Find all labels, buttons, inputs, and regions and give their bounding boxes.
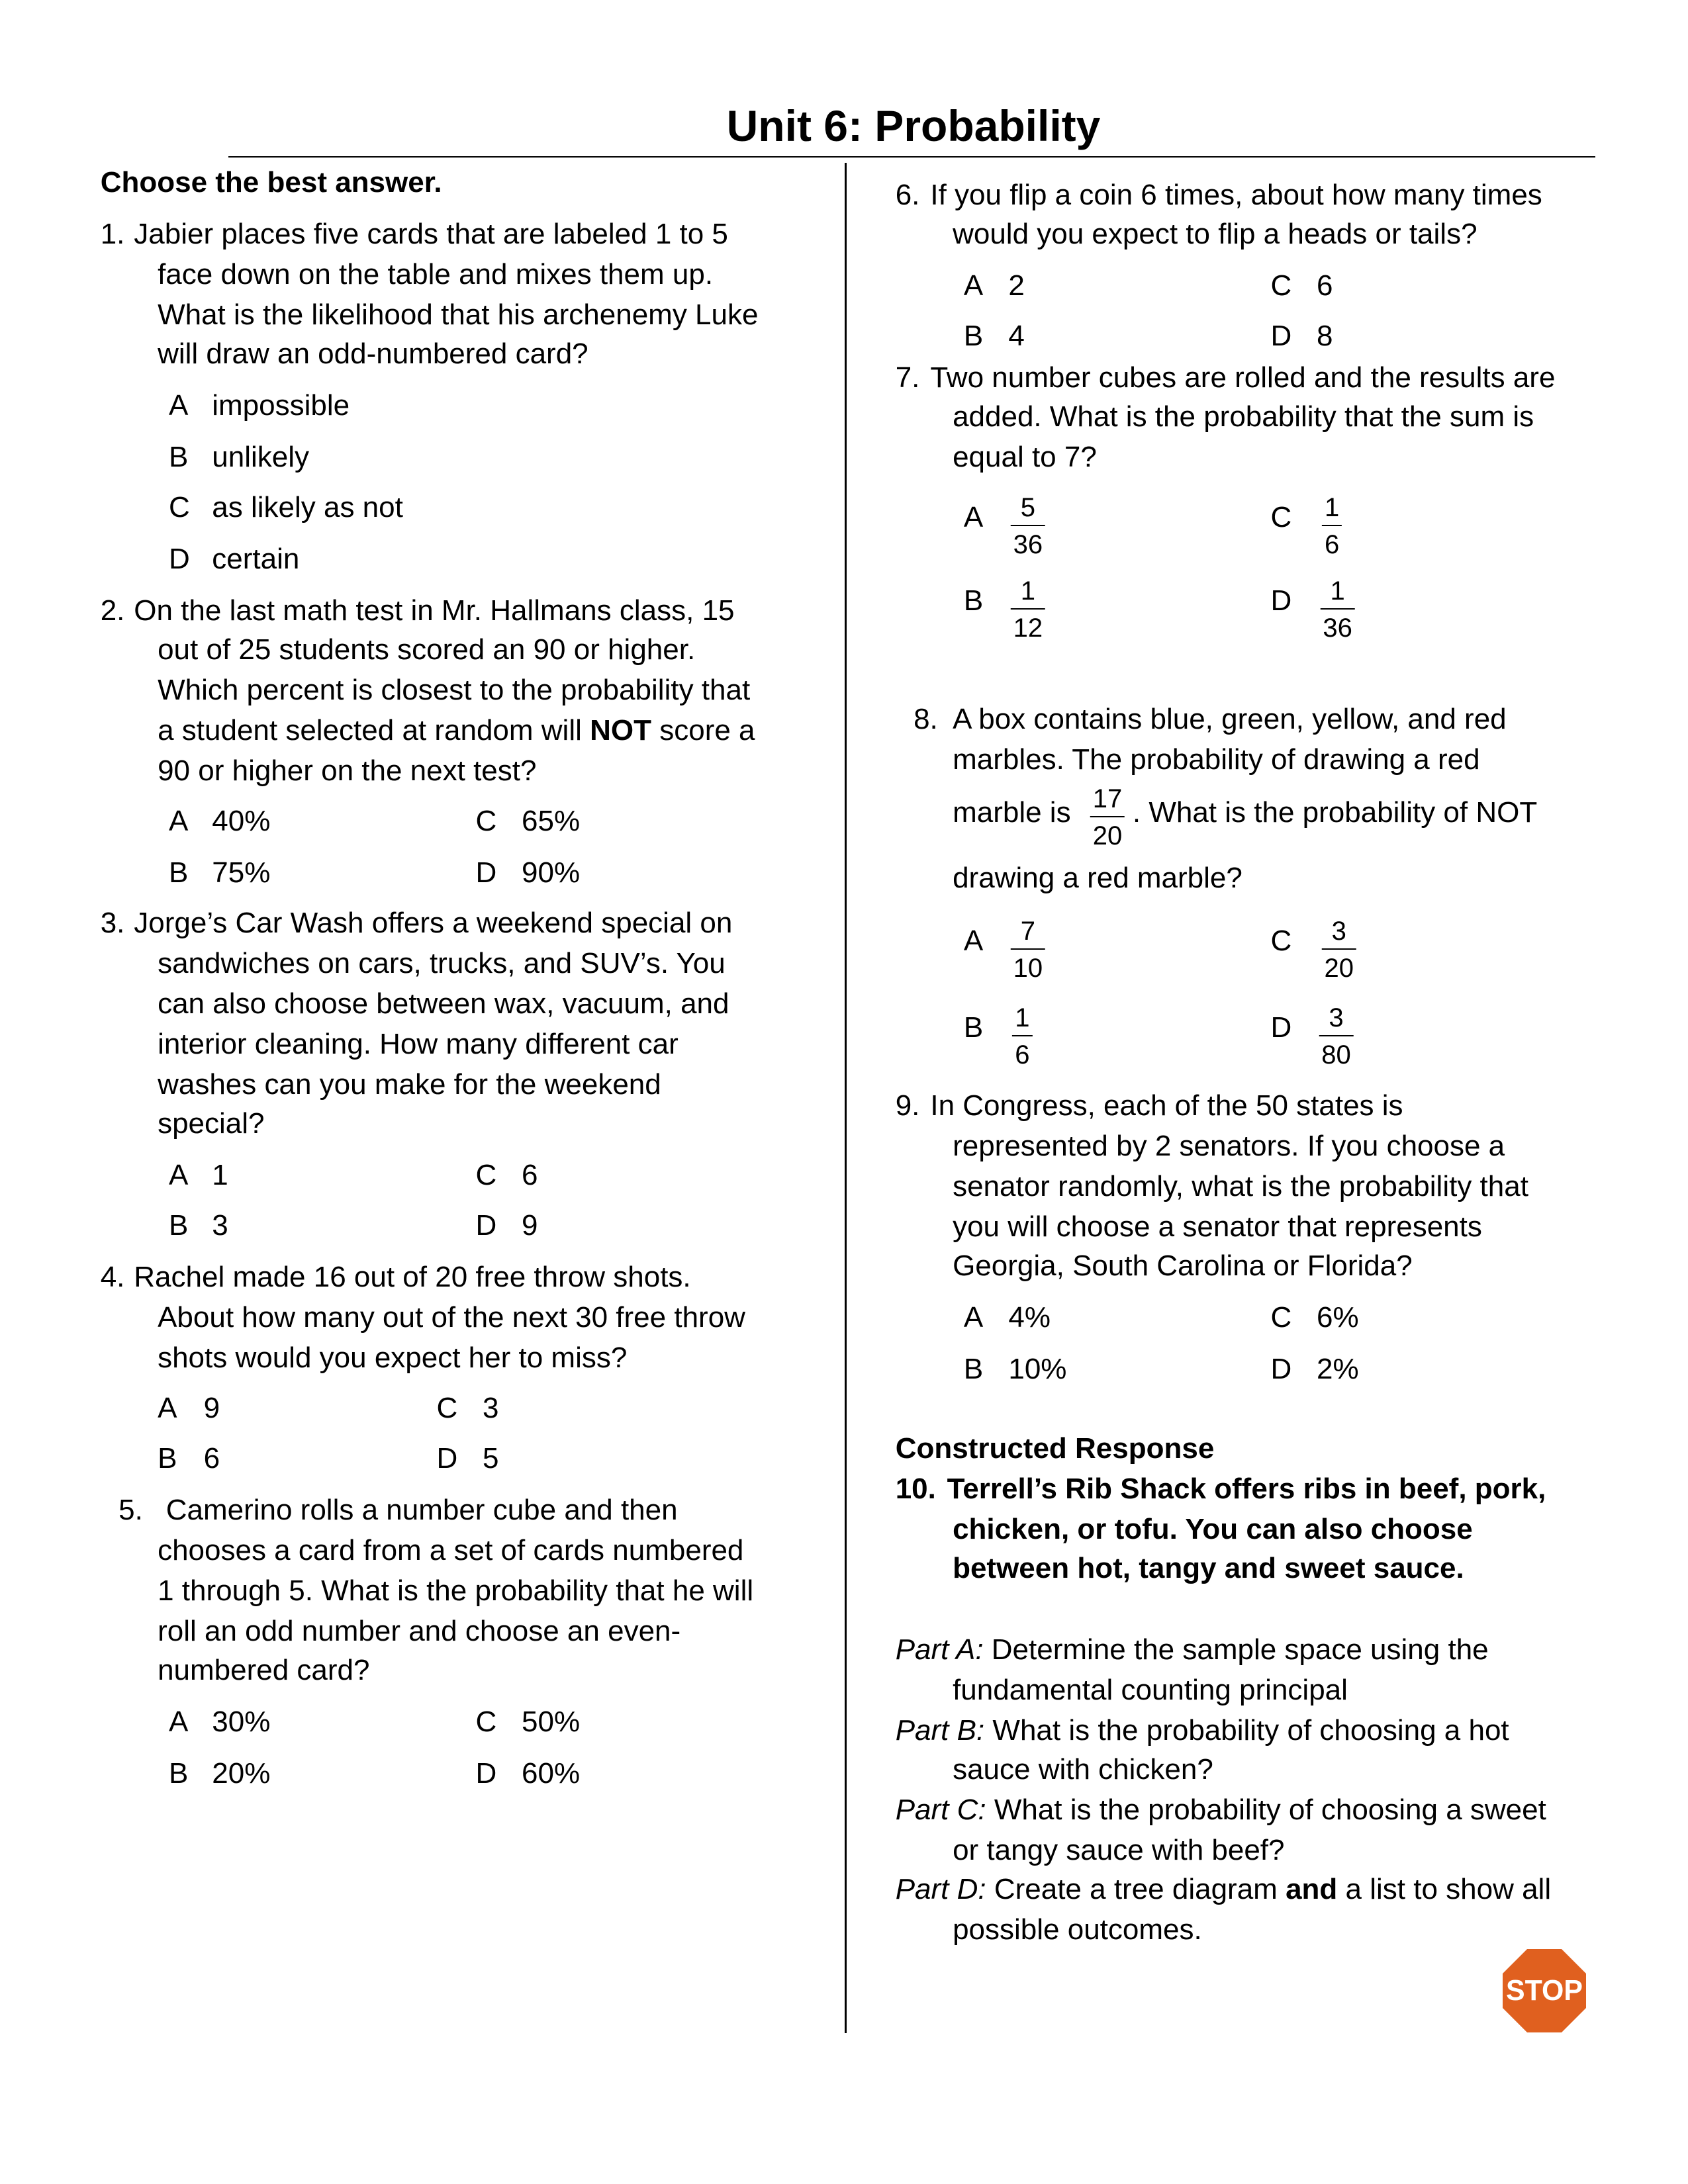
option-text: 3 bbox=[212, 1209, 228, 1242]
option-text: 3 bbox=[483, 1392, 499, 1425]
part-text bbox=[953, 1750, 1213, 1790]
numerator: 17 bbox=[1090, 782, 1125, 817]
question-number: 9. bbox=[895, 1089, 920, 1122]
option-text: 6% bbox=[1317, 1301, 1359, 1334]
question-text: washes can you make for the weekend bbox=[158, 1068, 661, 1101]
question-number: 3. bbox=[100, 906, 125, 939]
text-segment: score a bbox=[651, 714, 755, 747]
option-letter: D bbox=[1270, 584, 1292, 617]
option-letter: A bbox=[158, 1392, 177, 1425]
part-label: Part A: bbox=[895, 1633, 984, 1666]
option-fraction bbox=[1319, 1001, 1354, 1073]
question-text: chooses a card from a set of cards numbered bbox=[158, 1533, 744, 1567]
question-text: added. What is the probability that the sum is bbox=[953, 400, 1534, 433]
part-text bbox=[953, 1910, 1202, 1950]
part-label: Part B: bbox=[895, 1713, 985, 1747]
denominator: 6 bbox=[1325, 529, 1340, 559]
text-segment: fundamental counting principal bbox=[953, 1673, 1348, 1706]
question-number: 5. bbox=[118, 1493, 143, 1526]
question-number: 6. bbox=[895, 178, 920, 211]
option-text: 50% bbox=[522, 1706, 581, 1739]
option-letter: C bbox=[475, 805, 497, 838]
option-letter: C bbox=[1270, 925, 1292, 958]
question-text: Two number cubes are rolled and the results are bbox=[930, 361, 1556, 394]
question-number: 1. bbox=[100, 217, 125, 250]
question-text: 1 through 5. What is the probability that he will bbox=[158, 1574, 754, 1608]
option-text: 20% bbox=[212, 1757, 271, 1790]
option-text: 8 bbox=[1317, 319, 1333, 352]
question-text: Camerino rolls a number cube and then bbox=[165, 1493, 678, 1526]
question-text: Jabier places five cards that are labeled 1 to 5 bbox=[134, 217, 728, 250]
text-segment: Determine the sample space using the bbox=[983, 1633, 1489, 1666]
option-letter: C bbox=[168, 490, 190, 523]
option-letter: A bbox=[168, 1159, 189, 1192]
question-number: 10. bbox=[895, 1473, 936, 1506]
option-letter: B bbox=[963, 319, 984, 352]
text-segment: sauce with chicken? bbox=[953, 1752, 1213, 1786]
question-number: 4. bbox=[100, 1261, 125, 1293]
option-text: 30% bbox=[212, 1706, 271, 1739]
option-letter: D bbox=[475, 1209, 497, 1242]
option-fraction bbox=[1012, 1001, 1032, 1073]
question-text: Which percent is closest to the probability that bbox=[158, 673, 751, 706]
denominator: 12 bbox=[1013, 614, 1043, 643]
question-text: face down on the table and mixes them up. bbox=[158, 258, 714, 291]
option-text: 5 bbox=[483, 1441, 499, 1475]
question-text: interior cleaning. How many different car bbox=[158, 1028, 679, 1061]
option-text: as likely as not bbox=[212, 490, 403, 523]
question-number: 8. bbox=[914, 703, 938, 736]
option-text: 75% bbox=[212, 856, 271, 889]
option-letter: C bbox=[1270, 500, 1292, 533]
question-text: you will choose a senator that represents bbox=[953, 1210, 1482, 1244]
question-text: chicken, or tofu. You can also choose bbox=[953, 1513, 1473, 1546]
question-text: sandwiches on cars, trucks, and SUV’s. You bbox=[158, 946, 726, 979]
question-text: Rachel made 16 out of 20 free throw shots. bbox=[134, 1261, 691, 1293]
option-text: impossible bbox=[212, 389, 350, 422]
text-segment: a list to show all bbox=[1337, 1872, 1552, 1905]
option-letter: B bbox=[168, 856, 189, 889]
bold-text: and bbox=[1286, 1872, 1338, 1905]
constructed-response-heading: Constructed Response bbox=[895, 1432, 1215, 1465]
question-text bbox=[158, 711, 755, 751]
denominator: 10 bbox=[1013, 954, 1043, 983]
numerator: 1 bbox=[1322, 490, 1342, 526]
numerator: 1 bbox=[1012, 1001, 1032, 1036]
question-text: Georgia, South Carolina or Florida? bbox=[953, 1250, 1413, 1283]
instructions-heading: Choose the best answer. bbox=[100, 166, 442, 199]
option-text: 60% bbox=[522, 1757, 581, 1790]
question-text: . What is the probability of NOT bbox=[1132, 796, 1538, 829]
option-letter: D bbox=[475, 1757, 497, 1790]
option-text: 40% bbox=[212, 805, 271, 838]
option-letter: D bbox=[436, 1441, 458, 1475]
option-fraction bbox=[1011, 914, 1046, 987]
question-text: represented by 2 senators. If you choose a bbox=[953, 1129, 1505, 1162]
question-text: Jorge’s Car Wash offers a weekend special on bbox=[134, 906, 733, 939]
option-letter: A bbox=[963, 269, 984, 302]
option-text: 6 bbox=[203, 1441, 220, 1475]
option-letter: A bbox=[963, 500, 984, 533]
denominator: 20 bbox=[1324, 954, 1354, 983]
text-segment: a student selected at random will bbox=[158, 714, 590, 747]
option-fraction bbox=[1321, 914, 1356, 987]
question-text: If you flip a coin 6 times, about how many times bbox=[930, 178, 1542, 211]
column-divider bbox=[845, 163, 847, 2033]
option-text: 4 bbox=[1008, 319, 1025, 352]
part-label: Part C: bbox=[895, 1793, 986, 1826]
option-text: 2% bbox=[1317, 1353, 1359, 1386]
inline-fraction bbox=[1090, 782, 1125, 854]
question-text: On the last math test in Mr. Hallmans class, 15 bbox=[134, 594, 735, 627]
option-text: 90% bbox=[522, 856, 581, 889]
stop-sign-text: STOP bbox=[1506, 1974, 1583, 2007]
numerator: 7 bbox=[1011, 914, 1046, 950]
numerator: 3 bbox=[1319, 1001, 1354, 1036]
page-title: Unit 6: Probability bbox=[726, 101, 1101, 150]
option-letter: B bbox=[158, 1441, 177, 1475]
option-letter: D bbox=[1270, 1011, 1292, 1044]
question-text: will draw an odd-numbered card? bbox=[158, 338, 588, 371]
option-text: 6 bbox=[1317, 269, 1333, 302]
question-text: can also choose between wax, vacuum, and bbox=[158, 987, 729, 1021]
title-rule bbox=[228, 156, 1595, 158]
option-letter: A bbox=[168, 805, 189, 838]
text-segment: What is the probability of choosing a hot bbox=[984, 1713, 1509, 1747]
option-letter: A bbox=[963, 1301, 984, 1334]
question-text: 90 or higher on the next test? bbox=[158, 754, 537, 788]
option-letter: D bbox=[168, 542, 190, 575]
option-letter: B bbox=[168, 1209, 189, 1242]
option-letter: C bbox=[475, 1706, 497, 1739]
part-text bbox=[896, 1870, 1551, 1909]
option-text: 9 bbox=[203, 1392, 220, 1425]
option-letter: D bbox=[475, 856, 497, 889]
option-text: unlikely bbox=[212, 441, 309, 474]
question-text: out of 25 students scored an 90 or higher. bbox=[158, 633, 696, 666]
option-text: 2 bbox=[1008, 269, 1025, 302]
option-fraction bbox=[1011, 574, 1046, 647]
numerator: 3 bbox=[1321, 914, 1356, 950]
question-text: What is the likelihood that his archenemy Luke bbox=[158, 298, 759, 332]
option-text: 10% bbox=[1008, 1353, 1067, 1386]
question-text: About how many out of the next 30 free throw bbox=[158, 1301, 745, 1334]
part-text bbox=[896, 1711, 1509, 1751]
question-text: would you expect to flip a heads or tails? bbox=[953, 217, 1477, 250]
option-letter: C bbox=[475, 1159, 497, 1192]
option-letter: C bbox=[1270, 1301, 1292, 1334]
option-letter: A bbox=[168, 389, 189, 422]
option-fraction bbox=[1322, 490, 1342, 563]
part-text bbox=[953, 1670, 1348, 1710]
question-number: 7. bbox=[895, 361, 920, 394]
option-letter: B bbox=[963, 1011, 984, 1044]
question-text: Terrell’s Rib Shack offers ribs in beef, pork, bbox=[947, 1473, 1546, 1506]
option-text: certain bbox=[212, 542, 300, 575]
numerator: 1 bbox=[1320, 574, 1355, 610]
option-letter: C bbox=[1270, 269, 1292, 302]
text-segment: or tangy sauce with beef? bbox=[953, 1833, 1285, 1866]
option-letter: A bbox=[963, 925, 984, 958]
part-text bbox=[953, 1831, 1284, 1870]
question-text: In Congress, each of the 50 states is bbox=[930, 1089, 1403, 1122]
option-letter: D bbox=[1270, 319, 1292, 352]
question-text: between hot, tangy and sweet sauce. bbox=[953, 1552, 1464, 1585]
denominator: 36 bbox=[1323, 614, 1352, 643]
option-text: 9 bbox=[522, 1209, 538, 1242]
question-text: special? bbox=[158, 1107, 265, 1140]
question-text: shots would you expect her to miss? bbox=[158, 1342, 628, 1375]
option-text: 6 bbox=[522, 1159, 538, 1192]
bold-text: NOT bbox=[590, 714, 651, 747]
option-text: 1 bbox=[212, 1159, 228, 1192]
question-text: roll an odd number and choose an even- bbox=[158, 1615, 681, 1648]
denominator: 20 bbox=[1092, 821, 1123, 851]
denominator: 6 bbox=[1015, 1040, 1030, 1070]
part-text bbox=[896, 1630, 1489, 1670]
denominator: 80 bbox=[1321, 1040, 1351, 1070]
option-text: 4% bbox=[1008, 1301, 1051, 1334]
part-text bbox=[896, 1790, 1546, 1830]
question-text: marbles. The probability of drawing a red bbox=[953, 743, 1480, 776]
text-segment: What is the probability of choosing a sweet bbox=[986, 1793, 1546, 1826]
denominator: 36 bbox=[1013, 529, 1043, 559]
option-text: 65% bbox=[522, 805, 581, 838]
option-letter: B bbox=[963, 1353, 984, 1386]
question-text: drawing a red marble? bbox=[953, 862, 1243, 895]
text-segment: Create a tree diagram bbox=[986, 1872, 1286, 1905]
text-segment: possible outcomes. bbox=[953, 1913, 1202, 1946]
option-letter: B bbox=[963, 584, 984, 617]
question-text: numbered card? bbox=[158, 1654, 370, 1687]
numerator: 1 bbox=[1011, 574, 1046, 610]
question-text: marble is bbox=[953, 796, 1071, 829]
option-fraction bbox=[1011, 490, 1046, 563]
stop-sign-icon bbox=[1503, 1949, 1586, 2032]
option-letter: B bbox=[168, 1757, 189, 1790]
option-letter: D bbox=[1270, 1353, 1292, 1386]
option-letter: C bbox=[436, 1392, 458, 1425]
option-fraction bbox=[1320, 574, 1355, 647]
question-text: A box contains blue, green, yellow, and red bbox=[953, 703, 1507, 736]
question-text: senator randomly, what is the probability that bbox=[953, 1170, 1528, 1203]
numerator: 5 bbox=[1011, 490, 1046, 526]
part-label: Part D: bbox=[895, 1872, 986, 1905]
question-text: equal to 7? bbox=[953, 441, 1097, 474]
option-letter: B bbox=[168, 441, 189, 474]
option-letter: A bbox=[168, 1706, 189, 1739]
question-number: 2. bbox=[100, 594, 125, 627]
